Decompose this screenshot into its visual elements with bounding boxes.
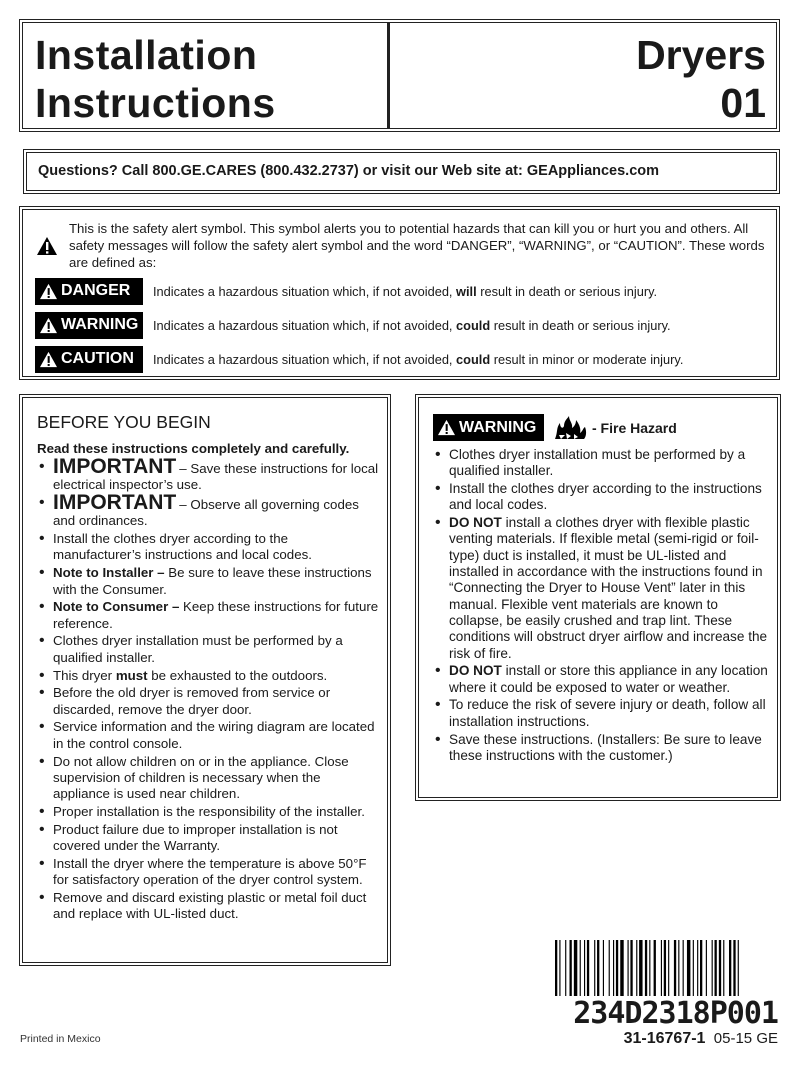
barcode-bar xyxy=(574,940,577,996)
danger-row xyxy=(35,277,770,305)
list-item: • Install the clothes dryer according to the manufacturer’s instructions and local codes. xyxy=(37,531,379,564)
list-item: • Note to Installer – Be sure to leave these instructions with the Consumer. xyxy=(37,565,379,598)
list-item: • Before the old dryer is removed from service or discarded, remove the dryer door. xyxy=(37,685,379,718)
barcode-bar xyxy=(570,940,572,996)
barcode-bar xyxy=(723,940,724,996)
barcode xyxy=(555,940,777,996)
caution-label: CAUTION xyxy=(35,346,143,373)
before-you-begin-box xyxy=(19,394,391,966)
barcode-bar xyxy=(584,940,585,996)
contact-box xyxy=(23,149,780,194)
barcode-bar xyxy=(712,940,713,996)
warning-description: Indicates a hazardous situation which, if not avoided, could result in death or serious injury. xyxy=(153,317,671,333)
safety-box xyxy=(19,206,780,380)
list-item: • Note to Consumer – Keep these instructions for future reference. xyxy=(37,599,379,632)
barcode-bar xyxy=(719,940,721,996)
warning-row xyxy=(35,311,770,339)
barcode-bar xyxy=(620,940,623,996)
product-label xyxy=(390,23,776,128)
document-number: 31-16767-1 05-15 GE xyxy=(623,1030,778,1047)
barcode-bar xyxy=(693,940,694,996)
barcode-bar xyxy=(678,940,679,996)
read-instructions: Read these instructions completely and carefully. xyxy=(37,441,350,456)
barcode-bar xyxy=(555,940,557,996)
list-item: • Product failure due to improper installation is not covered under the Warranty. xyxy=(37,822,379,855)
barcode-bar xyxy=(661,940,662,996)
barcode-bar xyxy=(645,940,647,996)
list-item: • IMPORTANT – Save these instructions for local electrical inspector’s use. xyxy=(37,459,379,494)
list-item: • IMPORTANT – Observe all governing codes and ordinances. xyxy=(37,495,379,530)
barcode-bar xyxy=(580,940,581,996)
barcode-bar xyxy=(597,940,599,996)
warning-label: WARNING xyxy=(35,312,143,339)
barcode-bar xyxy=(683,940,684,996)
fire-hazard-warning-box xyxy=(415,394,781,801)
barcode-bar xyxy=(706,940,707,996)
barcode-bar xyxy=(587,940,589,996)
before-list xyxy=(37,455,379,923)
list-item: • Clothes dryer installation must be performed by a qualified installer. xyxy=(37,633,379,666)
part-number: 234D2318P001 xyxy=(573,996,778,1031)
list-item: • Install the clothes dryer according to the instructions and local codes. xyxy=(433,481,769,514)
barcode-bar xyxy=(733,940,735,996)
product-name: Dryers xyxy=(636,32,766,78)
caution-description: Indicates a hazardous situation which, if not avoided, could result in minor or moderate injury. xyxy=(153,351,684,367)
alert-icon xyxy=(437,419,456,436)
barcode-bar xyxy=(654,940,656,996)
list-item: • To reduce the risk of severe injury or death, follow all installation instructions. xyxy=(433,697,769,730)
list-item: • This dryer must be exhausted to the outdoors. xyxy=(37,668,379,684)
barcode-bar xyxy=(603,940,604,996)
barcode-bar xyxy=(565,940,566,996)
product-number: 01 xyxy=(720,80,766,126)
barcode-bar xyxy=(664,940,666,996)
barcode-bar xyxy=(616,940,618,996)
list-item: • DO NOT install a clothes dryer with flexible plastic venting materials. If flexible metal (semi-rigid or foil-type) duct is installed, it must be UL-listed and installed in accordance with the instructions found in “Connecting the Dryer to House Vent” later in this manual. Flexible vent materials are known to collapse, be easily crushed and trap lint. These conditions will obstruct dryer airflow and increase the risk of fire. xyxy=(433,515,769,662)
danger-label: DANGER xyxy=(35,278,143,305)
list-item: • Do not allow children on or in the appliance. Close supervision of children is necessary when the appliance is used near children. xyxy=(37,754,379,803)
barcode-bar xyxy=(700,940,702,996)
title-line2: Instructions xyxy=(35,80,276,126)
warning-label: WARNING xyxy=(433,414,544,441)
barcode-bar xyxy=(639,940,642,996)
list-item: • Install the dryer where the temperature is above 50°F for satisfactory operation of the dryer control system. xyxy=(37,856,379,889)
barcode-bar xyxy=(738,940,739,996)
barcode-bar xyxy=(668,940,669,996)
title-line1: Installation xyxy=(35,32,258,78)
contact-text: Questions? Call 800.GE.CARES (800.432.2737) or visit our Web site at: GEAppliances.com xyxy=(38,163,660,179)
barcode-bar xyxy=(649,940,650,996)
alert-icon xyxy=(39,351,58,368)
barcode-bar xyxy=(729,940,731,996)
alert-icon xyxy=(39,283,58,300)
list-item: • Clothes dryer installation must be performed by a qualified installer. xyxy=(433,447,769,480)
barcode-bar xyxy=(594,940,595,996)
list-item: • Save these instructions. (Installers: Be sure to leave these instructions with the customer.) xyxy=(433,732,769,765)
barcode-bar xyxy=(636,940,637,996)
title-box xyxy=(19,19,780,132)
printed-in: Printed in Mexico xyxy=(20,1033,101,1045)
list-item: • DO NOT install or store this appliance in any location where it could be exposed to water or weather. xyxy=(433,663,769,696)
barcode-bar xyxy=(674,940,676,996)
safety-alert-icon xyxy=(35,236,59,256)
fire-icon xyxy=(552,415,588,441)
caution-row xyxy=(35,345,770,373)
list-item: • Service information and the wiring diagram are located in the control console. xyxy=(37,719,379,752)
safety-intro: This is the safety alert symbol. This symbol alerts you to potential hazards that can kill you or hurt you and others. All safety messages will follow the safety alert symbol and the word “DANGER”, “WARNING”, or “CAUTION”. These words are defined as: xyxy=(69,221,765,270)
fire-hazard-label: - Fire Hazard xyxy=(592,419,677,436)
barcode-bar xyxy=(715,940,717,996)
list-item: • Remove and discard existing plastic or metal foil duct and replace with UL-listed duct. xyxy=(37,890,379,923)
barcode-bar xyxy=(630,940,632,996)
barcode-bar xyxy=(609,940,610,996)
barcode-bar xyxy=(613,940,614,996)
barcode-bar xyxy=(687,940,690,996)
barcode-bar xyxy=(628,940,629,996)
list-item: • Proper installation is the responsibility of the installer. xyxy=(37,804,379,820)
barcode-bar xyxy=(559,940,560,996)
warning-list xyxy=(433,447,769,764)
alert-icon xyxy=(39,317,58,334)
danger-description: Indicates a hazardous situation which, if not avoided, will result in death or serious injury. xyxy=(153,283,658,299)
title xyxy=(23,23,390,128)
barcode-bar xyxy=(697,940,698,996)
section-heading: BEFORE YOU BEGIN xyxy=(37,412,211,432)
